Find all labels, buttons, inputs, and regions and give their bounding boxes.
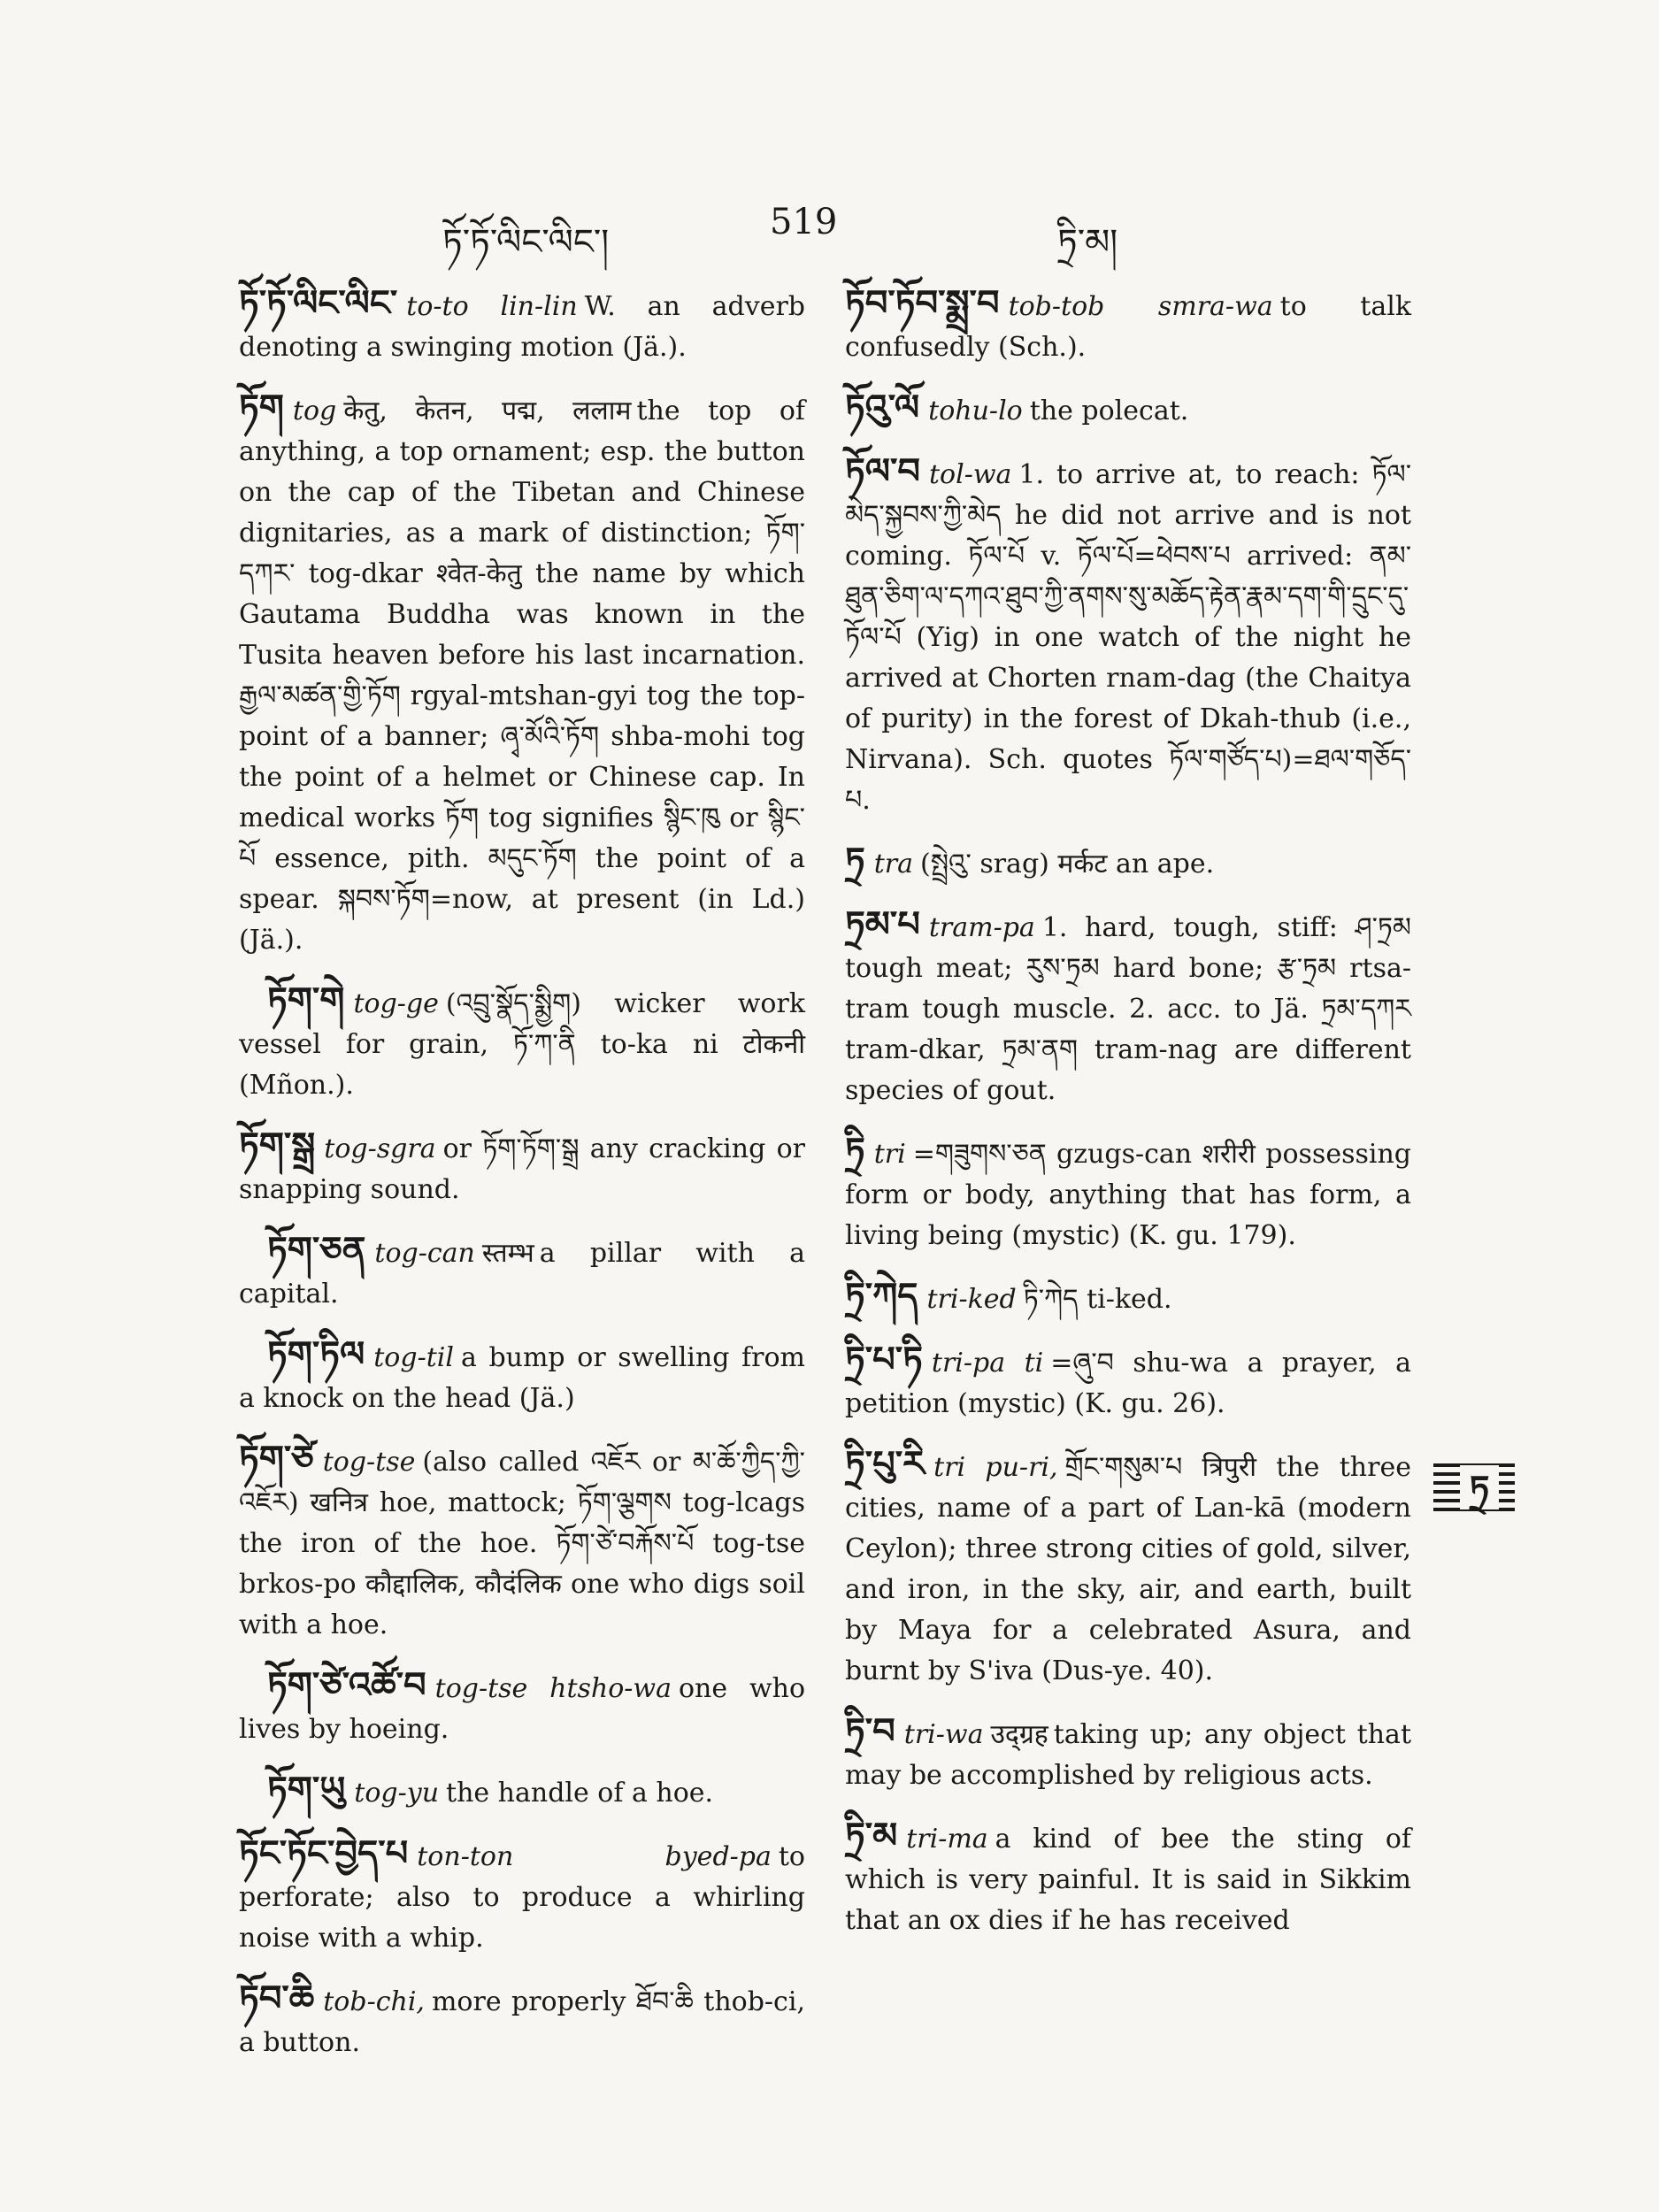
entry-transliteration: tohu-lo — [928, 396, 1023, 426]
entry-headword: ཏྲི་ཀེད — [845, 1275, 918, 1317]
dictionary-entry — [239, 1665, 805, 1750]
entry-definition: ཏི་ཀེད ti-ked. — [1023, 1284, 1172, 1315]
entry-definition: or ཏོག་ཏོག་སྒྲ any cracking or snapping sound. — [239, 1133, 805, 1205]
entry-transliteration: tram-pa — [928, 912, 1035, 943]
entry-definition: a bump or swelling from a knock on the head (Jä.) — [239, 1342, 805, 1414]
entry-transliteration: tri pu-ri, — [933, 1452, 1058, 1483]
entry-transliteration: tra — [873, 849, 914, 879]
entry-headword: ཏྲི་པུ་རི — [845, 1443, 926, 1485]
entry-headword: ཏོག་ཙེ — [239, 1438, 314, 1479]
entry-headword: ཏོའུ་ལོ — [845, 387, 920, 428]
entry-headword: ཏྲམ་པ — [845, 903, 920, 945]
entry-headword: ཏོག་ཏིལ — [267, 1333, 365, 1375]
entry-definition: to perforate; also to produce a whirling noise with a whip. — [239, 1841, 805, 1954]
entry-headword: ཏོག་ཅན — [267, 1229, 366, 1271]
entry-headword: ཏོ་ཏོ་ལིང་ལིང་ — [239, 282, 398, 324]
dictionary-entry — [845, 1711, 1411, 1796]
entry-transliteration: tog-tse htsho-wa — [434, 1673, 672, 1704]
entry-headword: ཏོག་གེ — [267, 979, 345, 1021]
entry-transliteration: tog — [292, 396, 337, 426]
entry-headword: ཏྲི་མ — [845, 1815, 898, 1856]
entry-transliteration: tri-ma — [906, 1824, 988, 1855]
entry-headword: ཏྲ — [845, 840, 865, 881]
entry-sanskrit: उद्ग्रह — [990, 1719, 1048, 1750]
entry-transliteration: tog-til — [373, 1342, 454, 1373]
entry-transliteration: tob-chi, — [323, 1986, 425, 2017]
entry-transliteration: tri — [873, 1139, 906, 1170]
thumb-index-letter: ཏྲ — [1469, 1469, 1490, 1509]
dictionary-entry — [845, 904, 1411, 1111]
entry-headword: ཏོག་ཡུ — [267, 1769, 346, 1810]
entry-definition: more properly ཐོབ་ཆི thob-ci, a button. — [239, 1986, 805, 2058]
dictionary-entry — [845, 1340, 1411, 1425]
entry-transliteration: ton-ton byed-pa — [417, 1841, 772, 1872]
entry-transliteration: tog-ge — [353, 988, 439, 1019]
dictionary-entry — [845, 1816, 1411, 1941]
entry-transliteration: tog-yu — [354, 1778, 440, 1809]
dictionary-entry — [239, 1230, 805, 1315]
entry-sanskrit: केतु, केतन, पद्म, ललाम — [343, 396, 632, 426]
dictionary-entry — [239, 980, 805, 1106]
entry-definition: the polecat. — [1029, 396, 1189, 426]
entry-transliteration: to-to lin-lin — [406, 291, 578, 322]
entry-definition: གྲོང་གསུམ་པ त्रिपुरी the three cities, name of a part of Lan-kā (modern Ceylon); three strong cities of gold, silver, and iron, in the sky, air, and earth, built by Maya for a celebrated Asura, and burnt by S'iva (Dus-ye. 40). — [845, 1452, 1411, 1686]
page-number: 519 — [770, 202, 838, 242]
dictionary-entry — [845, 1444, 1411, 1692]
entry-headword: ཏོག་ཙེ་འཚོ་བ — [267, 1664, 426, 1706]
entry-definition: =གཟུགས་ཅན gzugs-can शरीरी possessing form or body, anything that has form, a living being (mystic) (K. gu. 179). — [845, 1139, 1411, 1251]
dictionary-entry — [239, 283, 805, 368]
entry-transliteration: tri-ked — [926, 1284, 1017, 1315]
entry-definition: the handle of a hoe. — [446, 1778, 714, 1809]
entry-transliteration: tog-can — [374, 1238, 475, 1269]
entry-transliteration: tol-wa — [929, 459, 1012, 490]
dictionary-entry — [845, 388, 1411, 432]
thumb-index-tab — [1433, 1460, 1515, 1515]
entry-transliteration: tog-tse — [322, 1447, 416, 1478]
entry-transliteration: tog-sgra — [324, 1133, 436, 1164]
dictionary-entry — [845, 283, 1411, 368]
entry-headword: ཏོག — [239, 387, 284, 428]
dictionary-entry — [239, 1833, 805, 1959]
entry-definition: (སྤྲེའུ་ srag) मर्कट an ape. — [920, 849, 1215, 879]
entry-headword: ཏོག་སྒྲ — [239, 1125, 316, 1166]
header-left-guideword: ཏོ་ཏོ་ལིང་ལིང་། — [442, 222, 610, 263]
entry-headword: ཏྲི་བ — [845, 1710, 895, 1752]
entry-definition: a kind of bee the sting of which is very painful. It is said in Sikkim that an ox dies if he has received — [845, 1824, 1411, 1936]
dictionary-entry — [845, 841, 1411, 885]
dictionary-entry — [845, 1276, 1411, 1320]
entry-definition: =ཞུ་བ shu-wa a prayer, a petition (mystic) (K. gu. 26). — [845, 1348, 1411, 1419]
entry-definition: (འབྲུ་སྣོད་སྨྱིག) wicker work vessel for grain, ཏོ་ཀ་ནི to-ka ni टोकनी (Mñon.). — [239, 988, 805, 1101]
header-right-guideword: ཏྲི་མ། — [1057, 222, 1118, 263]
entry-definition: 1. hard, tough, stiff: ཤ་ཏྲམ tough meat; རུས་ཏྲམ hard bone; རྩ་ཏྲམ rtsa-tram tough muscle. 2. acc. to Jä. ཏྲམ་དཀར tram-dkar, ཏྲམ་ནག tram-nag are different species of gout. — [845, 912, 1411, 1106]
dictionary-entry — [239, 1334, 805, 1419]
dictionary-entry — [239, 1978, 805, 2063]
dictionary-entry — [845, 451, 1411, 821]
right-column — [845, 283, 1411, 1961]
entry-transliteration: tri-pa ti — [931, 1348, 1044, 1379]
entry-definition: a pillar with a capital. — [239, 1238, 805, 1310]
entry-definition: taking up; any object that may be accomplished by religious acts. — [845, 1719, 1411, 1791]
entry-headword: ཏྲི་པ་ཏི — [845, 1339, 923, 1380]
entry-definition: (also called འཇོར or མ་ཆོ་ཀྱིད་ཀྱི་འཇོར) खनित्र hoe, mattock; ཏོག་ལྕགས tog-lcags the iron of the hoe. ཏོག་ཙེ་བརྐོས་པོ tog-tse brkos-po कौद्दालिक, कौदंलिक one who digs soil with a hoe. — [239, 1447, 805, 1640]
entry-definition: one who lives by hoeing. — [239, 1673, 805, 1745]
dictionary-entry — [239, 1439, 805, 1646]
dictionary-entry — [239, 1770, 805, 1814]
dictionary-entry — [845, 1131, 1411, 1256]
dictionary-entry — [239, 388, 805, 961]
entry-transliteration: tri-wa — [903, 1719, 984, 1750]
entry-sanskrit: स्तम्भ — [481, 1238, 534, 1269]
entry-transliteration: tob-tob smra-wa — [1008, 291, 1273, 322]
entry-headword: ཏྲི — [845, 1130, 865, 1171]
entry-headword: ཏོབ་ཆི — [239, 1978, 315, 2019]
entry-definition: W. an adverb denoting a swinging motion (Jä.). — [239, 291, 805, 363]
entry-headword: ཏོལ་བ — [845, 450, 920, 492]
entry-definition: the top of anything, a top ornament; esp. the button on the cap of the Tibetan and Chinese dignitaries, as a mark of distinction; ཏོག་དཀར་ tog-dkar श्वेत-केतु the name by which Gautama Buddha was known in the Tusita heaven before his last incarnation. རྒྱལ་མཚན་གྱི་ཏོག rgyal-mtshan-gyi tog the top-point of a banner; ཞྭ་མོའི་ཏོག shba-mohi tog the point of a helmet or Chinese cap. In medical works ཏོག tog signifies སྙིང་ཁུ or སྙིང་པོ essence, pith. མདུང་ཏོག the point of a spear. སྐབས་ཏོག=now, at present (in Ld.) (Jä.). — [239, 396, 805, 956]
page-header — [0, 202, 1659, 263]
entry-definition: 1. to arrive at, to reach: ཏོལ་མེད་སྐྱབས་ཀྱི་མེད he did not arrive and is not coming. ཏོལ་པོ v. ཏོལ་པོ=ཕེབས་པ arrived: ནམ་ཐུན་ཅིག་ལ་དཀའ་ཐུབ་ཀྱི་ནགས་སུ་མཆོད་རྟེན་རྣམ་དག་གི་དྲུང་དུ་ཏོལ་པོ (Yig) in one watch of the night he arrived at Chorten rnam-dag (the Chaitya of purity) in the forest of Dkah-thub (i.e., Nirvana). Sch. quotes ཏོལ་གཙོད་པ)=ཐལ་གཅོད་པ. — [845, 459, 1411, 816]
left-column — [239, 283, 805, 2083]
dictionary-entry — [239, 1125, 805, 1210]
entry-headword: ཏོབ་ཏོབ་སྨྲ་བ — [845, 282, 1000, 324]
entry-definition: to talk confusedly (Sch.). — [845, 291, 1411, 363]
entry-headword: ཏོང་ཏོང་བྱེད་པ — [239, 1832, 409, 1874]
